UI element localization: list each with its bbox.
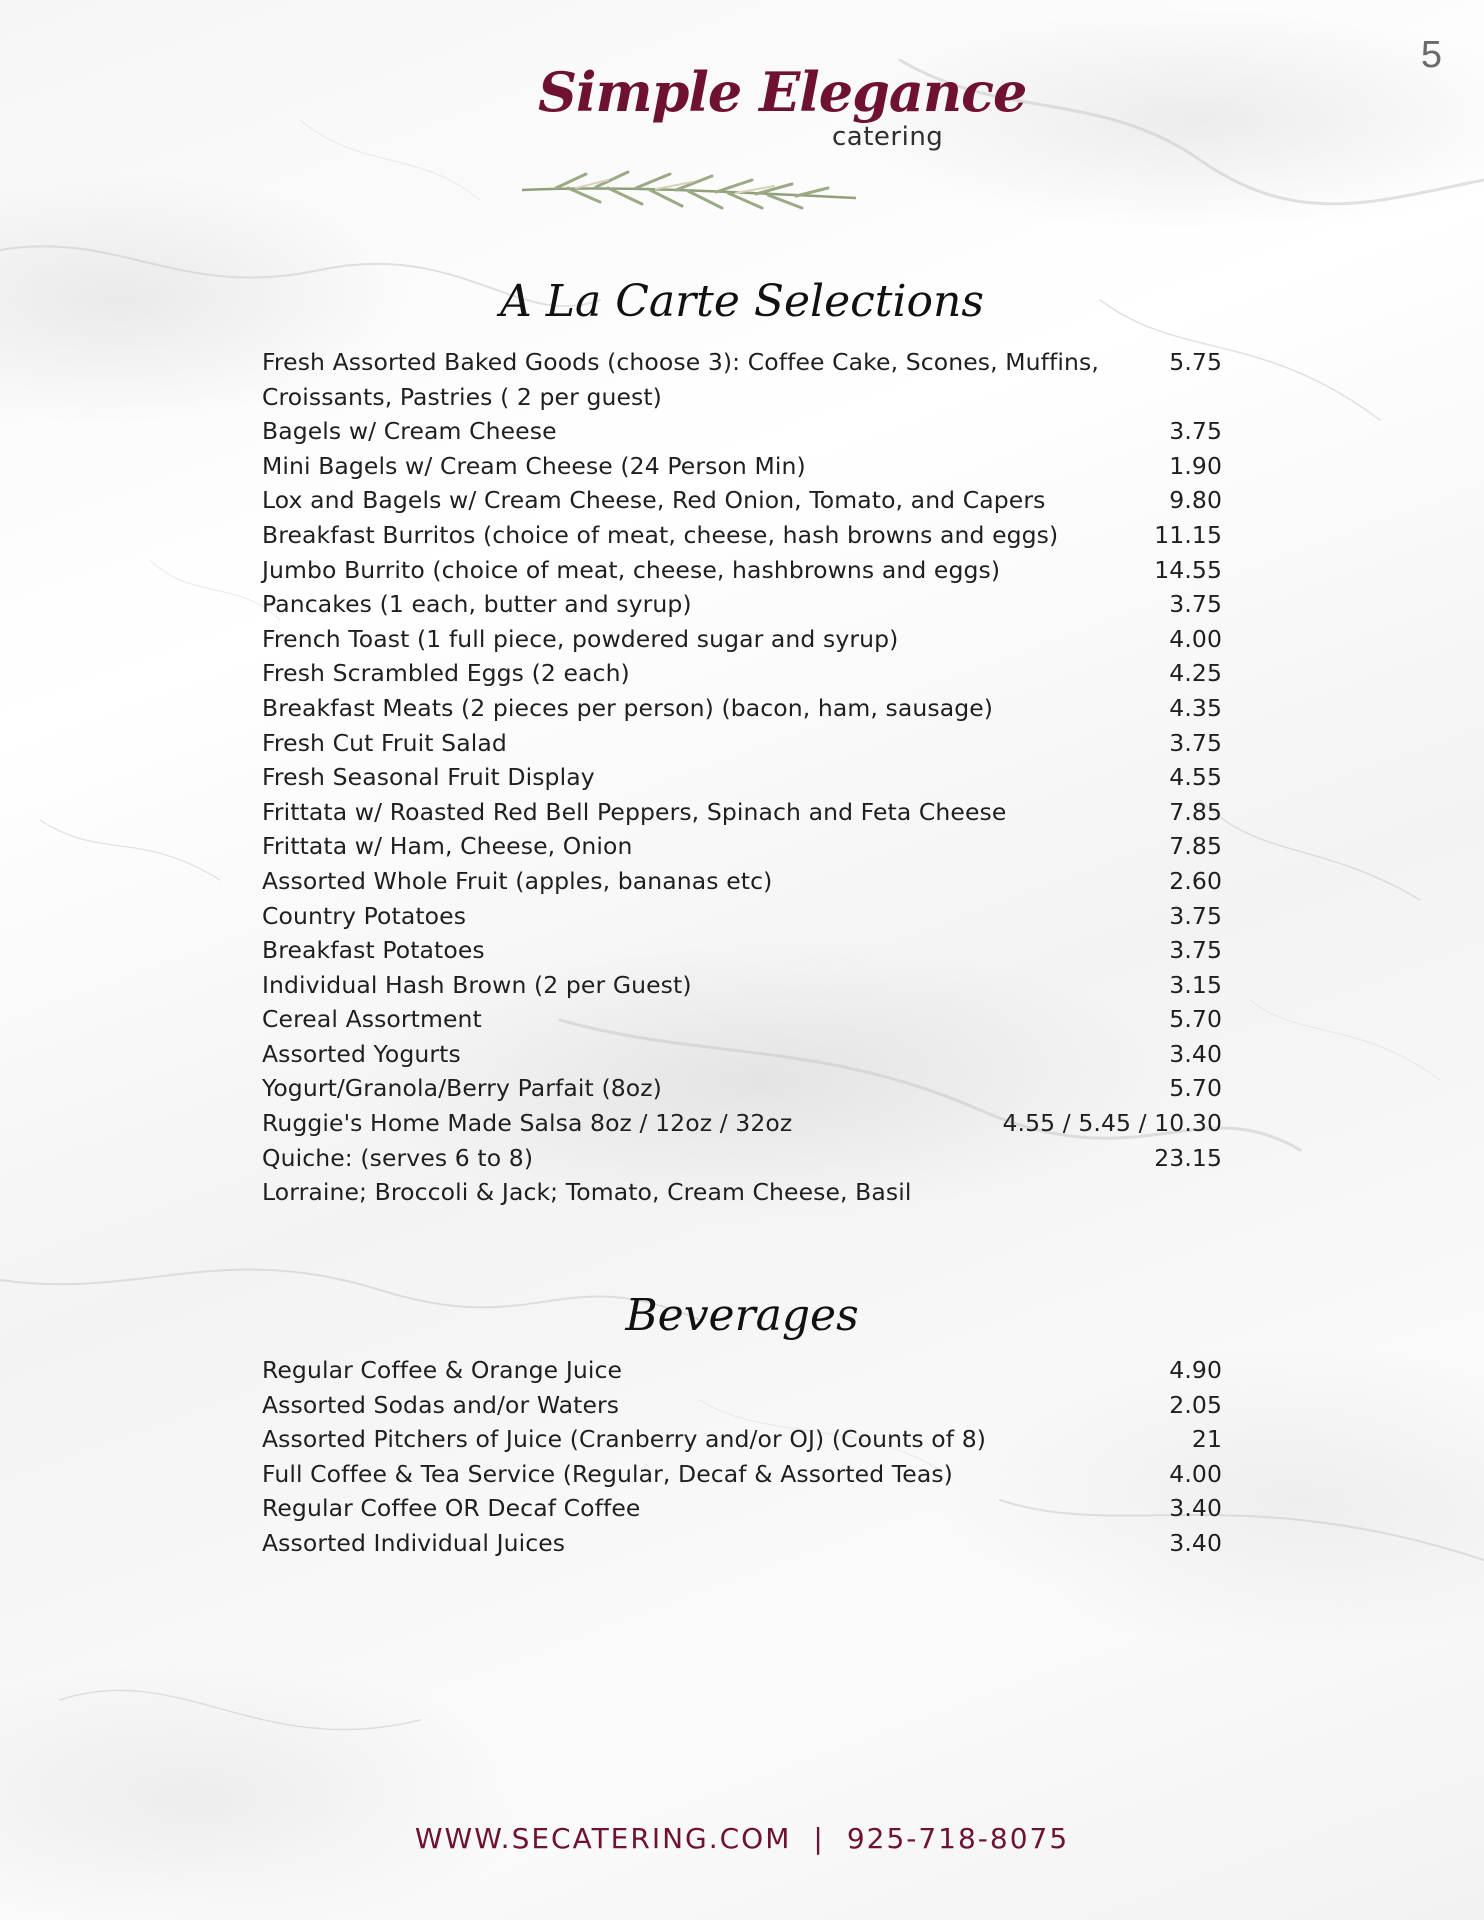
menu-item-price: 11.15 bbox=[1154, 520, 1222, 549]
menu-item bbox=[262, 483, 1222, 518]
menu-item-name: Ruggie's Home Made Salsa 8oz / 12oz / 32oz bbox=[262, 1109, 793, 1138]
menu-item bbox=[262, 899, 1222, 934]
menu-item bbox=[262, 1002, 1222, 1037]
beverages-title: Beverages bbox=[625, 1290, 859, 1341]
menu-item-price: 4.55 / 5.45 / 10.30 bbox=[1002, 1109, 1222, 1138]
menu-item-price: 7.85 bbox=[1169, 797, 1222, 826]
menu-item-price: 3.75 bbox=[1169, 417, 1222, 446]
menu-item-name: Fresh Assorted Baked Goods (choose 3): Coffee Cake, Scones, Muffins, Croissants, Pastries ( 2 per guest) bbox=[262, 348, 1099, 411]
footer-separator: | bbox=[813, 1822, 825, 1855]
menu-item-price: 5.70 bbox=[1169, 1074, 1222, 1103]
menu-item bbox=[262, 968, 1222, 1003]
menu-item bbox=[262, 553, 1222, 588]
menu-item bbox=[262, 622, 1222, 657]
menu-item-price: 4.25 bbox=[1169, 659, 1222, 688]
menu-item bbox=[262, 726, 1222, 761]
menu-item bbox=[262, 449, 1222, 484]
menu-item-name: Assorted Whole Fruit (apples, bananas etc) bbox=[262, 866, 773, 895]
menu-item bbox=[262, 587, 1222, 622]
menu-item-name: Fresh Scrambled Eggs (2 each) bbox=[262, 659, 630, 688]
menu-item-price: 2.05 bbox=[1169, 1390, 1222, 1419]
menu-item-price: 7.85 bbox=[1169, 832, 1222, 861]
menu-item-price: 3.15 bbox=[1169, 970, 1222, 999]
footer-contact bbox=[0, 1822, 1484, 1855]
menu-item-name: Frittata w/ Roasted Red Bell Peppers, Spinach and Feta Cheese bbox=[262, 797, 1007, 826]
menu-item bbox=[262, 518, 1222, 553]
menu-item-name: Frittata w/ Ham, Cheese, Onion bbox=[262, 832, 633, 861]
menu-item-name: Breakfast Burritos (choice of meat, cheese, hash browns and eggs) bbox=[262, 520, 1059, 549]
menu-item-name: Quiche: (serves 6 to 8) bbox=[262, 1143, 534, 1172]
menu-item bbox=[262, 1037, 1222, 1072]
menu-item-price: 5.75 bbox=[1169, 348, 1222, 376]
menu-item-price: 9.80 bbox=[1169, 486, 1222, 515]
menu-item bbox=[262, 691, 1222, 726]
menu-item-name: Lorraine; Broccoli & Jack; Tomato, Cream Cheese, Basil bbox=[262, 1178, 912, 1207]
menu-item-name: Assorted Sodas and/or Waters bbox=[262, 1390, 620, 1419]
menu-item-price: 14.55 bbox=[1154, 555, 1222, 584]
menu-item-name: Assorted Yogurts bbox=[262, 1039, 461, 1068]
menu-item-name: Breakfast Potatoes bbox=[262, 936, 485, 965]
menu-item-price: 4.00 bbox=[1169, 1459, 1222, 1488]
brand-logo bbox=[516, 58, 1027, 208]
menu-item-price: 4.90 bbox=[1169, 1356, 1222, 1384]
menu-item bbox=[262, 656, 1222, 691]
menu-item-name: Breakfast Meats (2 pieces per person) (bacon, ham, sausage) bbox=[262, 693, 994, 722]
menu-item bbox=[262, 345, 1222, 414]
rosemary-sprig-icon bbox=[516, 120, 856, 210]
menu-item bbox=[262, 829, 1222, 864]
menu-item-name: Jumbo Burrito (choice of meat, cheese, hashbrowns and eggs) bbox=[262, 555, 1001, 584]
menu-item-name: Regular Coffee OR Decaf Coffee bbox=[262, 1494, 641, 1523]
menu-item bbox=[262, 760, 1222, 795]
a-la-carte-list bbox=[262, 345, 1222, 1210]
page-number: 5 bbox=[1420, 34, 1442, 76]
website-link[interactable]: WWW.SECATERING.COM bbox=[414, 1822, 792, 1855]
a-la-carte-title: A La Carte Selections bbox=[500, 276, 984, 327]
menu-item bbox=[262, 864, 1222, 899]
menu-item bbox=[262, 933, 1222, 968]
menu-item-name: Country Potatoes bbox=[262, 901, 467, 930]
menu-item-name: Fresh Cut Fruit Salad bbox=[262, 728, 507, 757]
menu-item-name: Regular Coffee & Orange Juice bbox=[262, 1356, 623, 1384]
menu-item-name: Yogurt/Granola/Berry Parfait (8oz) bbox=[262, 1074, 662, 1103]
menu-item-name: Cereal Assortment bbox=[262, 1005, 482, 1034]
menu-item bbox=[262, 1491, 1222, 1526]
menu-item-name: Full Coffee & Tea Service (Regular, Decaf & Assorted Teas) bbox=[262, 1459, 953, 1488]
brand-subtitle: catering bbox=[832, 122, 944, 152]
beverages-list bbox=[262, 1353, 1222, 1561]
menu-item-price: 3.40 bbox=[1169, 1528, 1222, 1557]
menu-item-name: Bagels w/ Cream Cheese bbox=[262, 417, 557, 446]
menu-item bbox=[262, 1388, 1222, 1423]
menu-item bbox=[262, 1526, 1222, 1561]
menu-item-price: 3.75 bbox=[1169, 728, 1222, 757]
menu-item-name: Lox and Bagels w/ Cream Cheese, Red Onion, Tomato, and Capers bbox=[262, 486, 1046, 515]
menu-item-price: 3.40 bbox=[1169, 1039, 1222, 1068]
menu-item bbox=[262, 1457, 1222, 1492]
menu-item-price: 4.00 bbox=[1169, 624, 1222, 653]
menu-item-price: 3.40 bbox=[1169, 1494, 1222, 1523]
menu-item bbox=[262, 1071, 1222, 1106]
menu-item-price: 23.15 bbox=[1154, 1143, 1222, 1172]
menu-item bbox=[262, 1422, 1222, 1457]
menu-item bbox=[262, 1106, 1222, 1141]
menu-item-price: 2.60 bbox=[1169, 866, 1222, 895]
menu-item-price: 21 bbox=[1191, 1425, 1222, 1454]
menu-item-name: Assorted Individual Juices bbox=[262, 1528, 566, 1557]
menu-item bbox=[262, 1353, 1222, 1388]
menu-item-price: 4.55 bbox=[1169, 763, 1222, 792]
menu-item-price: 1.90 bbox=[1169, 451, 1222, 480]
menu-item-name: French Toast (1 full piece, powdered sugar and syrup) bbox=[262, 624, 899, 653]
menu-item-price: 5.70 bbox=[1169, 1005, 1222, 1034]
menu-item bbox=[262, 1175, 1222, 1210]
menu-item-name: Individual Hash Brown (2 per Guest) bbox=[262, 970, 692, 999]
menu-item-name: Fresh Seasonal Fruit Display bbox=[262, 763, 595, 792]
menu-item-price: 3.75 bbox=[1169, 936, 1222, 965]
menu-item-name: Pancakes (1 each, butter and syrup) bbox=[262, 590, 692, 619]
brand-name: Simple Elegance bbox=[538, 60, 1027, 124]
menu-item bbox=[262, 414, 1222, 449]
menu-item-price: 3.75 bbox=[1169, 590, 1222, 619]
menu-item-name: Assorted Pitchers of Juice (Cranberry and/or OJ) (Counts of 8) bbox=[262, 1425, 987, 1454]
menu-item bbox=[262, 795, 1222, 830]
menu-item-name: Mini Bagels w/ Cream Cheese (24 Person Min) bbox=[262, 451, 806, 480]
menu-item-price: 3.75 bbox=[1169, 901, 1222, 930]
phone-number[interactable]: 925-718-8075 bbox=[846, 1822, 1070, 1855]
menu-item-price: 4.35 bbox=[1169, 693, 1222, 722]
menu-item bbox=[262, 1141, 1222, 1176]
